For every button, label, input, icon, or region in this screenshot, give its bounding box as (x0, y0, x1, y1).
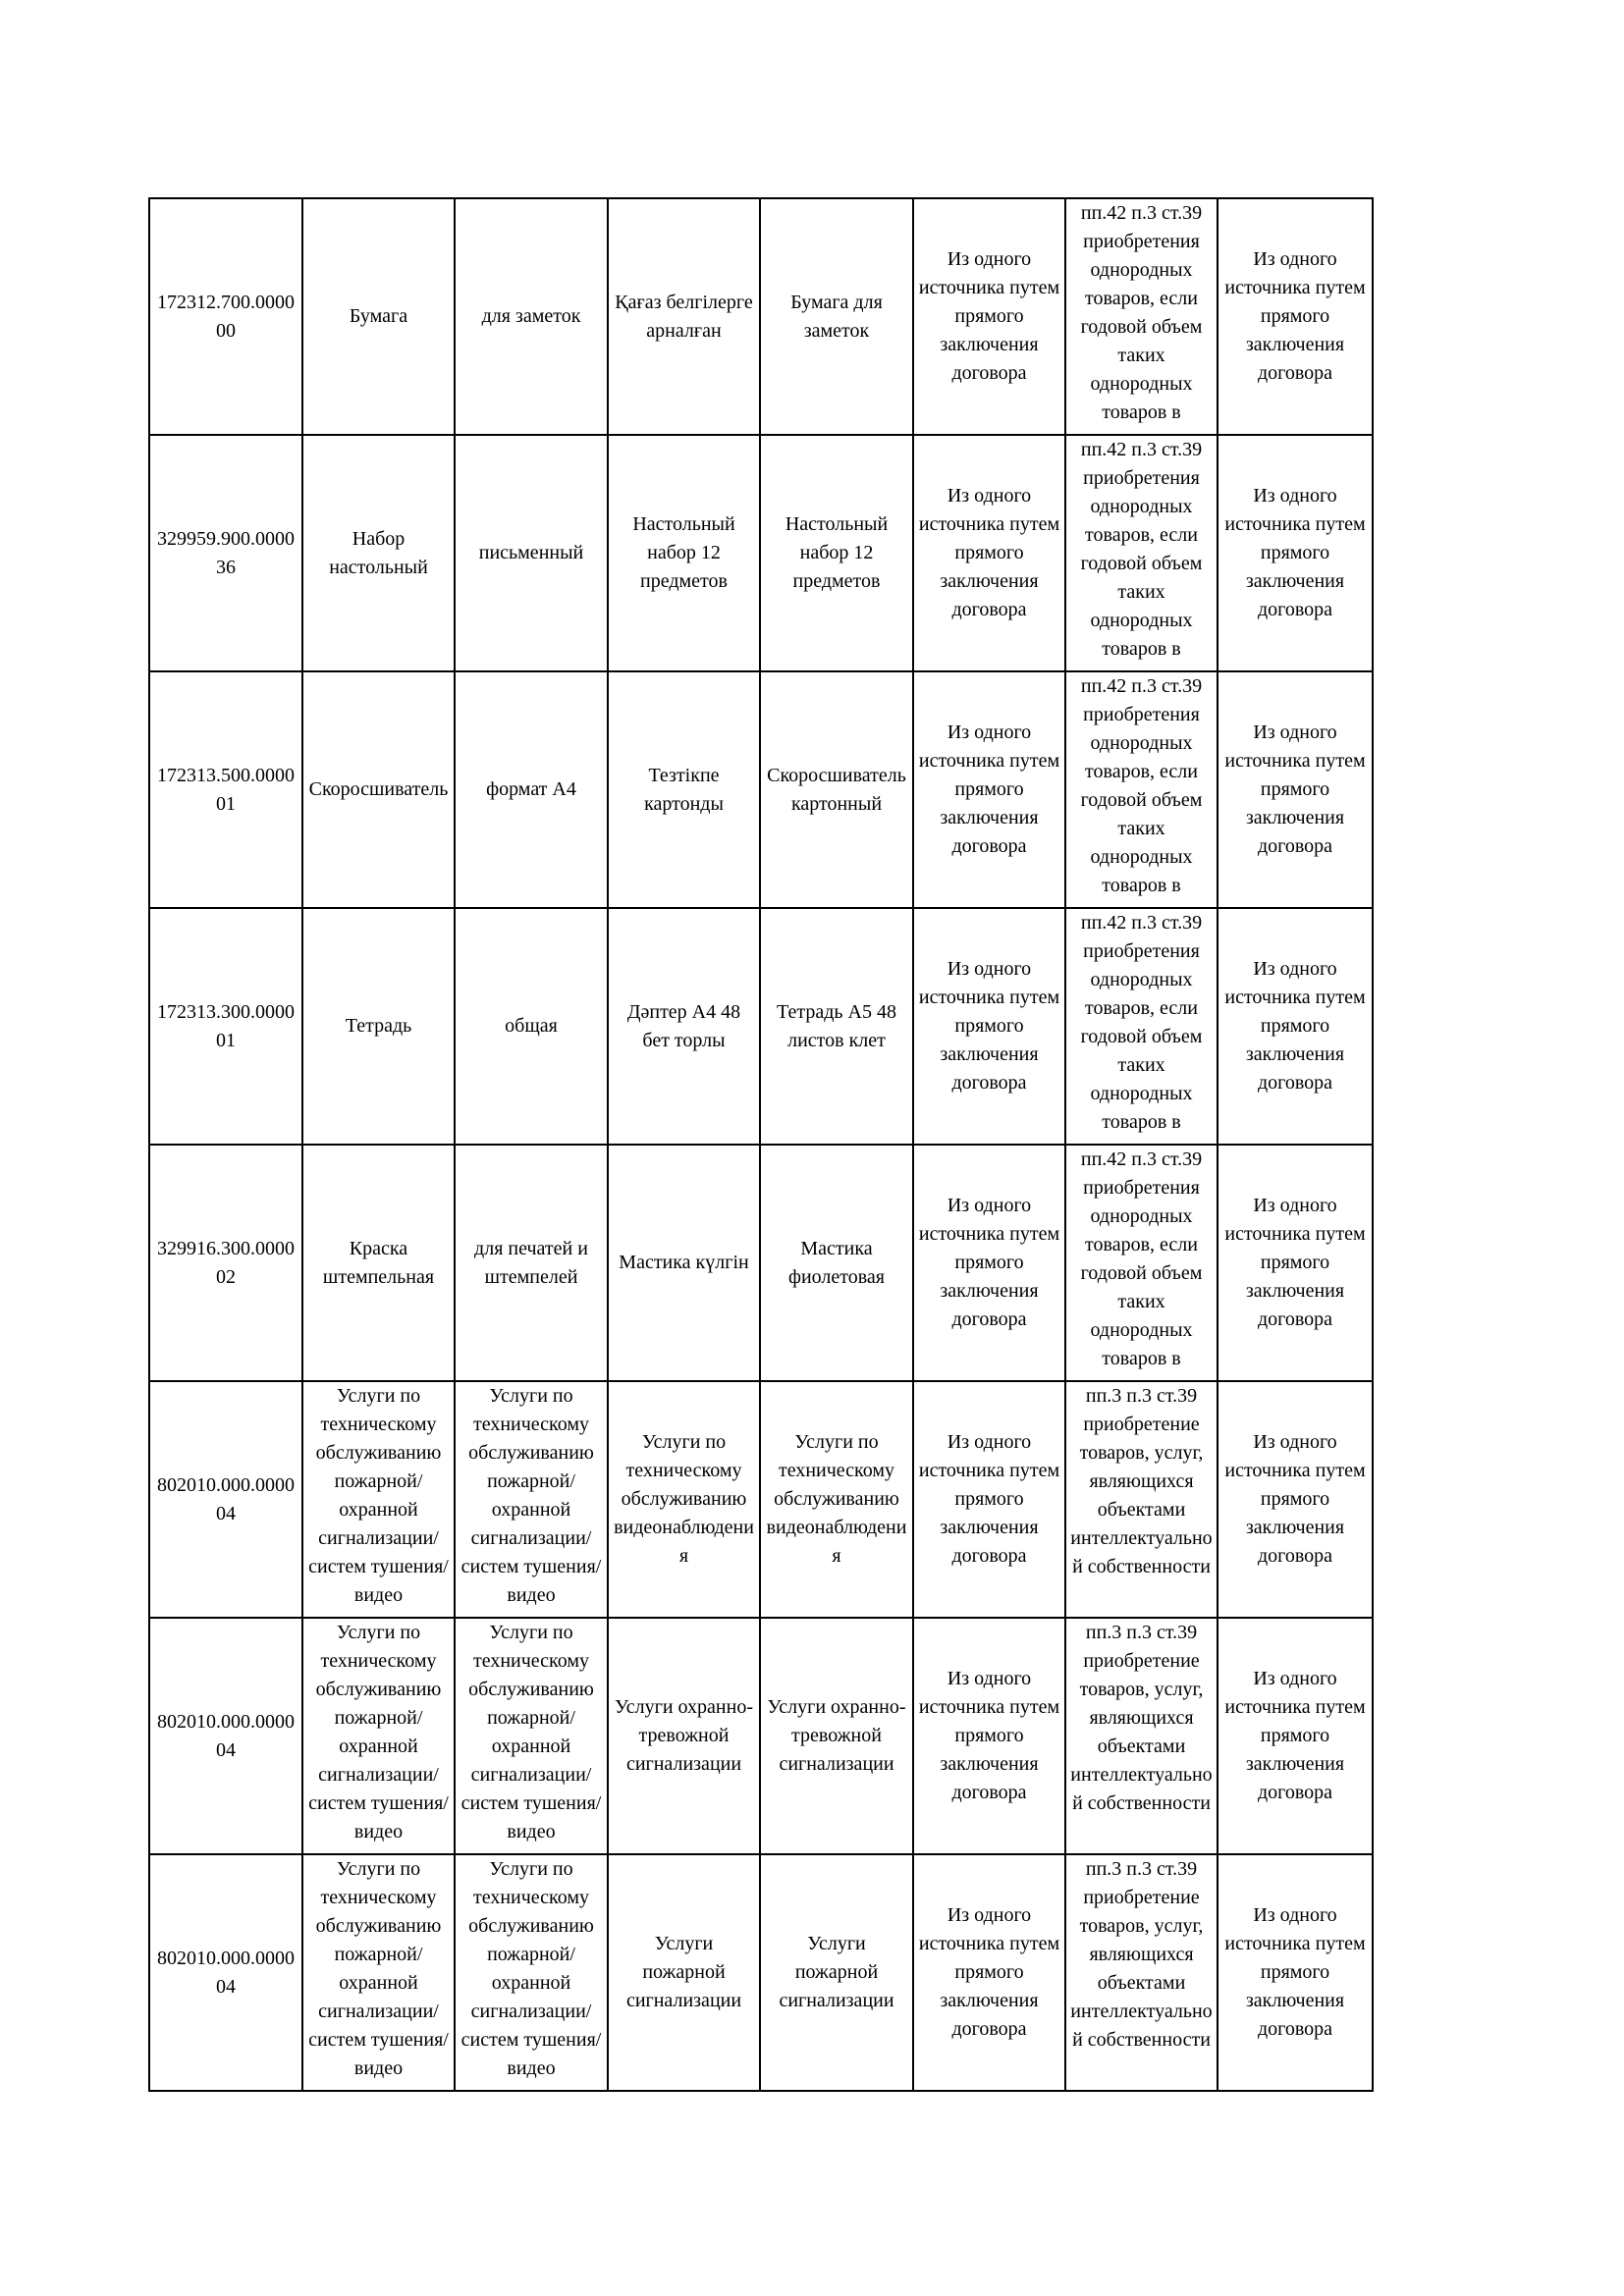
code-cell: 329959.900.000036 (149, 435, 302, 671)
basis-cell: пп.42 п.3 ст.39 приобретения однородных товаров, если годовой объем таких однородных товаров в (1065, 671, 1218, 908)
procurement-table (148, 197, 1374, 2092)
characteristic-cell: Услуги по техническому обслуживанию пожарной/охранной сигнализации/систем тушения/видео (455, 1618, 608, 1854)
description-kz-cell: Мастика күлгін (608, 1145, 760, 1381)
basis-cell: пп.42 п.3 ст.39 приобретения однородных товаров, если годовой объем таких однородных товаров в (1065, 1145, 1218, 1381)
name-cell: Услуги по техническому обслуживанию пожарной/охранной сигнализации/систем тушения/видео (302, 1854, 455, 2091)
name-cell: Тетрадь (302, 908, 455, 1145)
description-ru-cell: Услуги охранно-тревожной сигнализации (760, 1618, 913, 1854)
method-cell: Из одного источника путем прямого заключения договора (913, 1854, 1065, 2091)
characteristic-cell: формат А4 (455, 671, 608, 908)
description-kz-cell: Тезтікпе картонды (608, 671, 760, 908)
characteristic-cell: для печатей и штемпелей (455, 1145, 608, 1381)
name-cell: Набор настольный (302, 435, 455, 671)
description-ru-cell: Бумага для заметок (760, 198, 913, 435)
table-row (149, 1145, 1373, 1381)
characteristic-cell: Услуги по техническому обслуживанию пожарной/охранной сигнализации/систем тушения/видео (455, 1381, 608, 1618)
code-cell: 172313.500.000001 (149, 671, 302, 908)
code-cell: 172312.700.000000 (149, 198, 302, 435)
description-ru-cell: Тетрадь А5 48 листов клет (760, 908, 913, 1145)
name-cell: Бумага (302, 198, 455, 435)
description-ru-cell: Услуги по техническому обслуживанию видеонаблюдения (760, 1381, 913, 1618)
description-ru-cell: Настольный набор 12 предметов (760, 435, 913, 671)
basis-cell: пп.42 п.3 ст.39 приобретения однородных товаров, если годовой объем таких однородных товаров в (1065, 908, 1218, 1145)
characteristic-cell: Услуги по техническому обслуживанию пожарной/охранной сигнализации/систем тушения/видео (455, 1854, 608, 2091)
description-kz-cell: Услуги по техническому обслуживанию видеонаблюдения (608, 1381, 760, 1618)
table-row (149, 671, 1373, 908)
code-cell: 802010.000.000004 (149, 1381, 302, 1618)
method-cell-2: Из одного источника путем прямого заключения договора (1218, 198, 1373, 435)
characteristic-cell: общая (455, 908, 608, 1145)
basis-cell: пп.3 п.3 ст.39 приобретение товаров, услуг, являющихся объектами интеллектуальной собственности (1065, 1854, 1218, 2091)
method-cell-2: Из одного источника путем прямого заключения договора (1218, 1381, 1373, 1618)
code-cell: 802010.000.000004 (149, 1618, 302, 1854)
method-cell: Из одного источника путем прямого заключения договора (913, 198, 1065, 435)
name-cell: Услуги по техническому обслуживанию пожарной/охранной сигнализации/систем тушения/видео (302, 1618, 455, 1854)
method-cell: Из одного источника путем прямого заключения договора (913, 1145, 1065, 1381)
name-cell: Краска штемпельная (302, 1145, 455, 1381)
method-cell-2: Из одного источника путем прямого заключения договора (1218, 671, 1373, 908)
description-ru-cell: Скоросшиватель картонный (760, 671, 913, 908)
description-ru-cell: Услуги пожарной сигнализации (760, 1854, 913, 2091)
table-row (149, 1854, 1373, 2091)
table-row (149, 1381, 1373, 1618)
name-cell: Услуги по техническому обслуживанию пожарной/охранной сигнализации/систем тушения/видео (302, 1381, 455, 1618)
method-cell: Из одного источника путем прямого заключения договора (913, 671, 1065, 908)
description-kz-cell: Дәптер А4 48 бет торлы (608, 908, 760, 1145)
basis-cell: пп.42 п.3 ст.39 приобретения однородных товаров, если годовой объем таких однородных товаров в (1065, 435, 1218, 671)
characteristic-cell: для заметок (455, 198, 608, 435)
name-cell: Скоросшиватель (302, 671, 455, 908)
method-cell: Из одного источника путем прямого заключения договора (913, 1618, 1065, 1854)
basis-cell: пп.3 п.3 ст.39 приобретение товаров, услуг, являющихся объектами интеллектуальной собственности (1065, 1381, 1218, 1618)
method-cell: Из одного источника путем прямого заключения договора (913, 908, 1065, 1145)
method-cell-2: Из одного источника путем прямого заключения договора (1218, 1854, 1373, 2091)
method-cell: Из одного источника путем прямого заключения договора (913, 435, 1065, 671)
table-row (149, 908, 1373, 1145)
basis-cell: пп.3 п.3 ст.39 приобретение товаров, услуг, являющихся объектами интеллектуальной собственности (1065, 1618, 1218, 1854)
table-row (149, 198, 1373, 435)
basis-cell: пп.42 п.3 ст.39 приобретения однородных товаров, если годовой объем таких однородных товаров в (1065, 198, 1218, 435)
description-kz-cell: Услуги охранно-тревожной сигнализации (608, 1618, 760, 1854)
code-cell: 329916.300.000002 (149, 1145, 302, 1381)
code-cell: 802010.000.000004 (149, 1854, 302, 2091)
description-kz-cell: Қағаз белгілерге арналған (608, 198, 760, 435)
description-ru-cell: Мастика фиолетовая (760, 1145, 913, 1381)
code-cell: 172313.300.000001 (149, 908, 302, 1145)
method-cell-2: Из одного источника путем прямого заключения договора (1218, 908, 1373, 1145)
method-cell: Из одного источника путем прямого заключения договора (913, 1381, 1065, 1618)
method-cell-2: Из одного источника путем прямого заключения договора (1218, 435, 1373, 671)
table-row (149, 435, 1373, 671)
table-row (149, 1618, 1373, 1854)
method-cell-2: Из одного источника путем прямого заключения договора (1218, 1145, 1373, 1381)
description-kz-cell: Услуги пожарной сигнализации (608, 1854, 760, 2091)
characteristic-cell: письменный (455, 435, 608, 671)
method-cell-2: Из одного источника путем прямого заключения договора (1218, 1618, 1373, 1854)
description-kz-cell: Настольный набор 12 предметов (608, 435, 760, 671)
